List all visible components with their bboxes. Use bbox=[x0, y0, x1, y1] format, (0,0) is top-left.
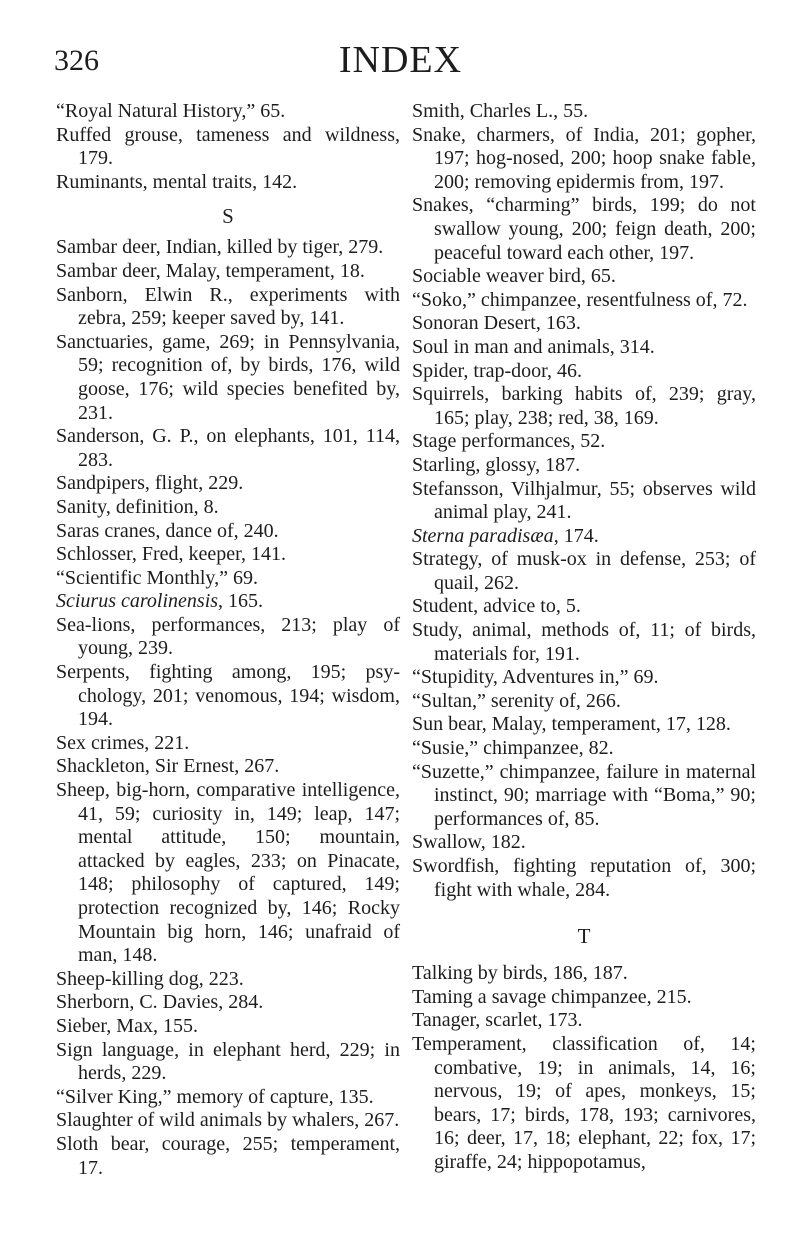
index-entry: Sheep, big-horn, comparative intelligence, 41, 59; curiosity in, 149; leap, 147; mental attitude, 150; mountain, attacked by eagles, 233; on Pinacate, 148; philosophy of captured, 149; protection recognized by, 146; Rocky Mountain big horn, 146; unafraid of man, 148. bbox=[56, 779, 400, 967]
index-entry: Swallow, 182. bbox=[412, 831, 526, 854]
index-entry: Sambar deer, Indian, killed by tiger, 279. bbox=[56, 236, 384, 259]
running-head: INDEX bbox=[338, 39, 463, 81]
index-entry: “Soko,” chimpanzee, resentfulness of, 72. bbox=[412, 288, 748, 311]
index-entry: Saras cranes, dance of, 240. bbox=[56, 519, 279, 542]
index-entry: Talking by birds, 186, 187. bbox=[412, 962, 628, 985]
index-entry: “Suzette,” chimpanzee, failure in maternal instinct, 90; marriage with “Boma,” 90; performances of, 85. bbox=[412, 760, 756, 830]
index-entry: Stefansson, Vilhjalmur, 55; observes wild animal play, 241. bbox=[412, 477, 756, 524]
page-refs: , 165. bbox=[218, 590, 264, 613]
index-entry: “Sultan,” serenity of, 266. bbox=[412, 689, 621, 712]
index-entry: Sloth bear, courage, 255; temperament, 17. bbox=[56, 1132, 400, 1179]
page-header bbox=[0, 36, 801, 86]
index-entry: Taming a savage chimpanzee, 215. bbox=[412, 985, 692, 1008]
index-entry: Sanctuaries, game, 269; in Pennsylvania, 59; recognition of, by birds, 176, wild goose, 176; wild species benefited by, 231. bbox=[56, 330, 400, 424]
index-entry: Slaughter of wild animals by whalers, 267. bbox=[56, 1109, 400, 1132]
index-entry: Ruminants, mental traits, 142. bbox=[56, 170, 298, 193]
species-name: Sterna paradisæa bbox=[412, 524, 554, 547]
section-letter-s: S bbox=[222, 204, 234, 229]
index-entry: Sheep-killing dog, 223. bbox=[56, 967, 244, 990]
index-entry: Smith, Charles L., 55. bbox=[412, 100, 589, 122]
index-entry: Sherborn, C. Davies, 284. bbox=[56, 991, 264, 1014]
index-column-left bbox=[56, 100, 400, 1180]
index-entry: Sanborn, Elwin R., experiments with zebra, 259; keeper saved by, 141. bbox=[56, 283, 400, 330]
index-entry: Starling, glossy, 187. bbox=[412, 453, 581, 476]
index-entry: Stage performances, 52. bbox=[412, 430, 606, 453]
index-entry: Sun bear, Malay, temperament, 17, 128. bbox=[412, 713, 731, 736]
index-entry: Sex crimes, 221. bbox=[56, 731, 190, 754]
index-entry: Schlosser, Fred, keeper, 141. bbox=[56, 543, 287, 566]
index-entry-sciurus bbox=[56, 590, 400, 614]
index-column-right bbox=[412, 100, 756, 1175]
index-entry-sterna bbox=[412, 525, 756, 549]
index-entry: “Scientific Monthly,” 69. bbox=[56, 566, 258, 589]
index-entry: Soul in man and animals, 314. bbox=[412, 335, 655, 358]
index-entry: Serpents, fighting among, 195; psychology, 201; venomous, 194; wisdom, 194. bbox=[56, 661, 400, 731]
index-entry: Sonoran Desert, 163. bbox=[412, 312, 581, 335]
index-entry: Study, animal, methods of, 11; of birds, materials for, 191. bbox=[412, 619, 756, 665]
page-refs: , 174. bbox=[553, 524, 599, 547]
section-letter-t: T bbox=[577, 924, 591, 949]
index-entry: Sociable weaver bird, 65. bbox=[412, 265, 616, 288]
index-entry: “Stupidity, Adventures in,” 69. bbox=[412, 666, 659, 689]
index-entry: Sea-lions, performances, 213; play of young, 239. bbox=[56, 613, 400, 660]
index-entry: Shackleton, Sir Ernest, 267. bbox=[56, 755, 280, 778]
index-entry: Swordfish, fighting reputation of, 300; fight with whale, 284. bbox=[412, 855, 756, 901]
page-number: 326 bbox=[54, 44, 99, 77]
index-entry: Strategy, of musk-ox in defense, 253; of quail, 262. bbox=[412, 548, 756, 594]
index-entry: Spider, trap-door, 46. bbox=[412, 359, 583, 382]
index-entry: Tanager, scarlet, 173. bbox=[412, 1009, 583, 1032]
index-entry: “Silver King,” memory of capture, 135. bbox=[56, 1085, 374, 1108]
index-entry: Sanity, definition, 8. bbox=[56, 495, 219, 518]
index-entry: “Susie,” chimpanzee, 82. bbox=[412, 737, 614, 760]
index-entry: “Royal Natural History,” 65. bbox=[56, 100, 286, 122]
index-entry: Squirrels, barking habits of, 239; gray, 165; play, 238; red, 38, 169. bbox=[412, 383, 756, 429]
index-entry: Snakes, “charming” birds, 199; do not swallow young, 200; feign death, 200; peaceful toward each other, 197. bbox=[412, 194, 756, 264]
index-entry: Ruffed grouse, tameness and wildness, 179. bbox=[56, 123, 400, 170]
species-name: Sciurus carolinensis bbox=[56, 590, 219, 613]
index-entry: Student, advice to, 5. bbox=[412, 595, 581, 618]
index-entry: Sieber, Max, 155. bbox=[56, 1014, 198, 1037]
index-entry: Sandpipers, flight, 229. bbox=[56, 472, 244, 495]
index-entry: Temperament, classification of, 14; combative, 19; in animals, 14, 16; nervous, 19; of apes, monkeys, 15; bears, 17; birds, 178, 193; carnivores, 16; deer, 17, 18; elephant, 22; fox, 17; giraffe, 24; hippopotamus, bbox=[412, 1032, 756, 1173]
index-entry: Sambar deer, Malay, temperament, 18. bbox=[56, 259, 365, 282]
index-entry: Sign language, in elephant herd, 229; in herds, 229. bbox=[56, 1038, 400, 1085]
index-entry: Sanderson, G. P., on elephants, 101, 114, 283. bbox=[56, 425, 400, 471]
index-entry: Snake, charmers, of India, 201; gopher, 197; hog-nosed, 200; hoop snake fable, 200; removing epidermis from, 197. bbox=[412, 123, 756, 193]
